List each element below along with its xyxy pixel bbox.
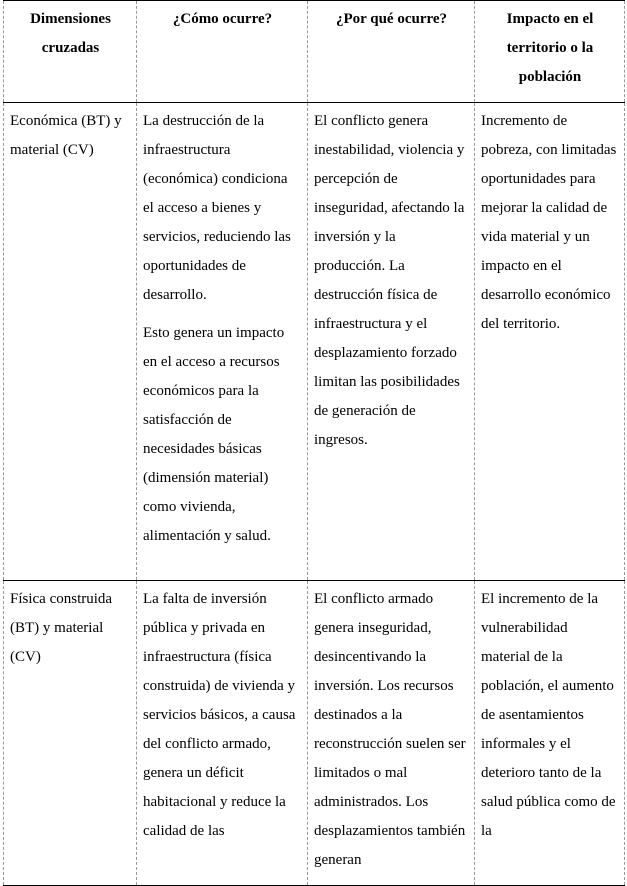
cell-dimension: Física construida (BT) y material (CV) [4, 581, 137, 886]
header-como: ¿Cómo ocurre? [137, 1, 308, 103]
table-row [4, 103, 625, 581]
cell-porque: El conflicto genera inestabilidad, violencia y percepción de inseguridad, afectando la inversión y la producción. La destrucción física de infraestructura y el desplazamiento forzado limitan las posibilidades de generación de ingresos. [308, 103, 475, 581]
table-header-row [4, 1, 625, 103]
header-porque: ¿Por qué ocurre? [308, 1, 475, 103]
cell-impacto: El incremento de la vulnerabilidad material de la población, el aumento de asentamientos informales y el deterioro tanto de la salud pública como de la [475, 581, 625, 886]
header-impacto: Impacto en el territorio o la población [475, 1, 625, 103]
cell-como [137, 103, 308, 581]
crossed-dimensions-table [3, 0, 625, 886]
cell-porque: El conflicto armado genera inseguridad, desincentivando la inversión. Los recursos destinados a la reconstrucción suelen ser limitados o mal administrados. Los desplazamientos también generan [308, 581, 475, 886]
cell-dimension: Económica (BT) y material (CV) [4, 103, 137, 581]
cell-como [137, 581, 308, 886]
cell-como-paragraph: La falta de inversión pública y privada en infraestructura (física construida) de vivienda y servicios básicos, a causa del conflicto armado, genera un déficit habitacional y reduce la calidad de las [143, 591, 296, 839]
cell-como-paragraph: Esto genera un impacto en el acceso a recursos económicos para la satisfacción de necesidades básicas (dimensión material) como vivienda, alimentación y salud. [143, 325, 285, 544]
cell-impacto: Incremento de pobreza, con limitadas oportunidades para mejorar la calidad de vida material y un impacto en el desarrollo económico del territorio. [475, 103, 625, 581]
table-row [4, 581, 625, 886]
header-dimensiones: Dimensiones cruzadas [4, 1, 137, 103]
cell-como-paragraph: La destrucción de la infraestructura (económica) condiciona el acceso a bienes y servicios, reduciendo las oportunidades de desarrollo. [143, 113, 291, 303]
